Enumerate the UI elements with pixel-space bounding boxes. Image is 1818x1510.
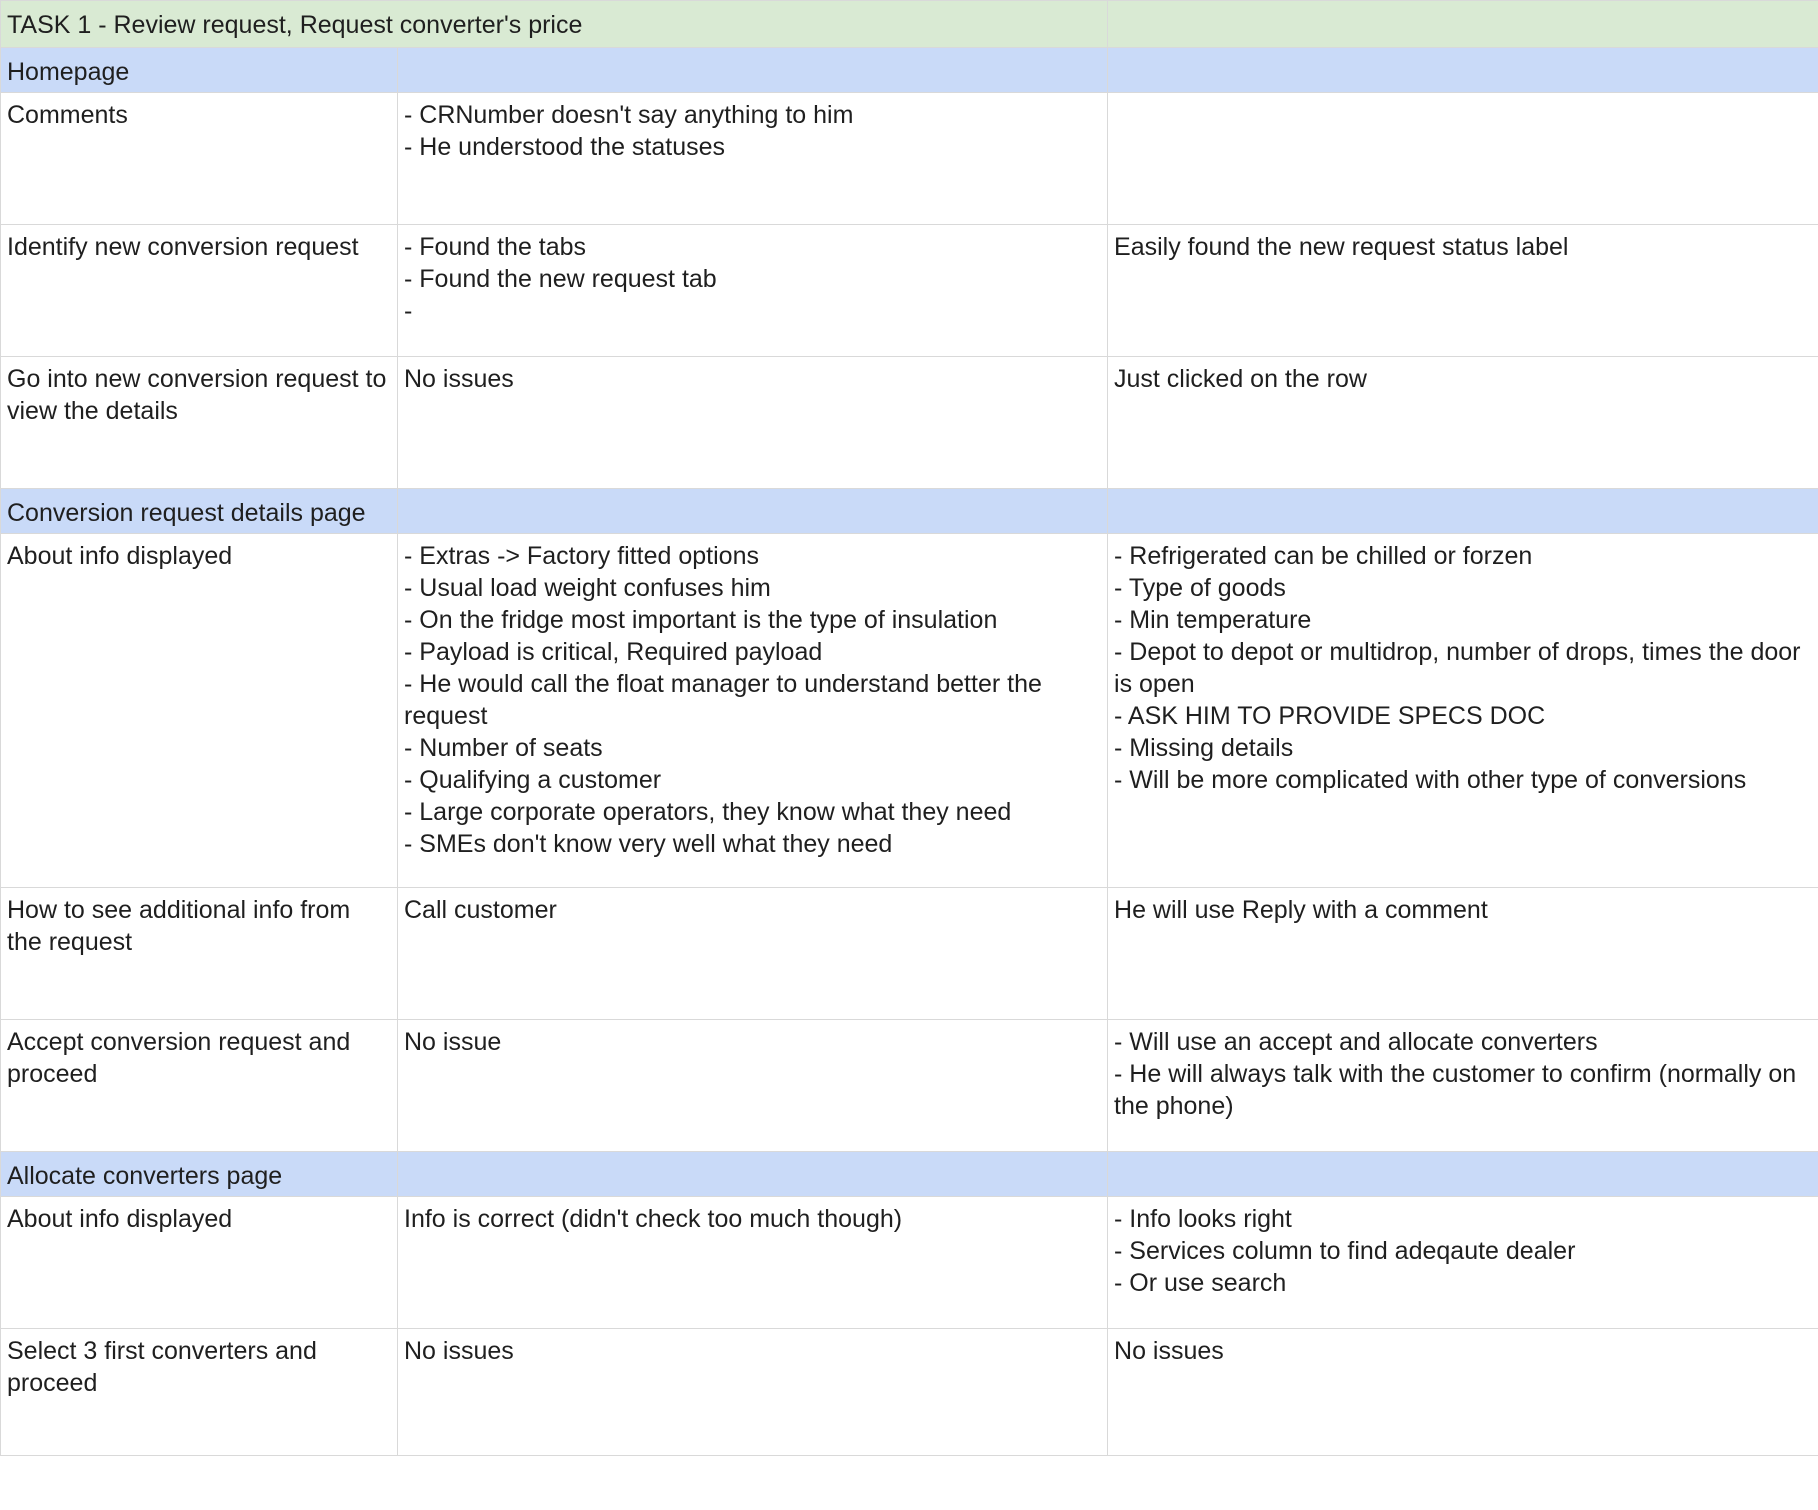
section-empty-cell[interactable] [1108, 1152, 1818, 1197]
title-row [1, 1, 1818, 48]
table-row [1, 888, 1818, 1020]
notes-cell[interactable]: Just clicked on the row [1108, 357, 1818, 489]
section-empty-cell[interactable] [398, 48, 1108, 93]
observation-cell[interactable]: Call customer [398, 888, 1108, 1020]
task-cell[interactable]: Identify new conversion request [1, 225, 398, 357]
section-empty-cell[interactable] [1108, 489, 1818, 534]
notes-cell[interactable]: He will use Reply with a comment [1108, 888, 1818, 1020]
section-label[interactable]: Homepage [1, 48, 398, 93]
task-title-cell[interactable]: TASK 1 - Review request, Request converter's price [1, 1, 1108, 48]
observation-cell[interactable]: No issue [398, 1020, 1108, 1152]
table-row [1, 1020, 1818, 1152]
title-empty-cell[interactable] [1108, 1, 1818, 48]
section-empty-cell[interactable] [398, 1152, 1108, 1197]
section-empty-cell[interactable] [1108, 48, 1818, 93]
section-empty-cell[interactable] [398, 489, 1108, 534]
table-row [1, 1197, 1818, 1329]
table-row [1, 357, 1818, 489]
task-cell[interactable]: Accept conversion request and proceed [1, 1020, 398, 1152]
table-row [1, 1329, 1818, 1456]
section-header-details-page [1, 489, 1818, 534]
observation-cell[interactable]: No issues [398, 357, 1108, 489]
task-cell[interactable]: About info displayed [1, 1197, 398, 1329]
section-label[interactable]: Conversion request details page [1, 489, 398, 534]
section-header-homepage [1, 48, 1818, 93]
table-row [1, 93, 1818, 225]
notes-cell[interactable]: - Info looks right - Services column to find adeqaute dealer - Or use search [1108, 1197, 1818, 1329]
task-cell[interactable]: About info displayed [1, 534, 398, 888]
observation-cell[interactable]: - CRNumber doesn't say anything to him - He understood the statuses [398, 93, 1108, 225]
table-row [1, 534, 1818, 888]
notes-cell[interactable]: Easily found the new request status label [1108, 225, 1818, 357]
task-cell[interactable]: How to see additional info from the request [1, 888, 398, 1020]
observation-cell[interactable]: - Extras -> Factory fitted options - Usual load weight confuses him - On the fridge most important is the type of insulation - Payload is critical, Required payload - He would call the float manager to understand better the request - Number of seats - Qualifying a customer - Large corporate operators, they know what they need - SMEs don't know very well what they need [398, 534, 1108, 888]
notes-cell[interactable]: No issues [1108, 1329, 1818, 1456]
observation-cell[interactable]: Info is correct (didn't check too much though) [398, 1197, 1108, 1329]
task-cell[interactable]: Comments [1, 93, 398, 225]
notes-cell[interactable]: - Will use an accept and allocate converters - He will always talk with the customer to confirm (normally on the phone) [1108, 1020, 1818, 1152]
notes-cell[interactable]: - Refrigerated can be chilled or forzen - Type of goods - Min temperature - Depot to depot or multidrop, number of drops, times the door is open - ASK HIM TO PROVIDE SPECS DOC - Missing details - Will be more complicated with other type of conversions [1108, 534, 1818, 888]
task-cell[interactable]: Go into new conversion request to view the details [1, 357, 398, 489]
notes-cell[interactable] [1108, 93, 1818, 225]
observation-cell[interactable]: - Found the tabs - Found the new request tab - [398, 225, 1108, 357]
section-header-allocate-page [1, 1152, 1818, 1197]
table-row [1, 225, 1818, 357]
task-cell[interactable]: Select 3 first converters and proceed [1, 1329, 398, 1456]
section-label[interactable]: Allocate converters page [1, 1152, 398, 1197]
observation-cell[interactable]: No issues [398, 1329, 1108, 1456]
